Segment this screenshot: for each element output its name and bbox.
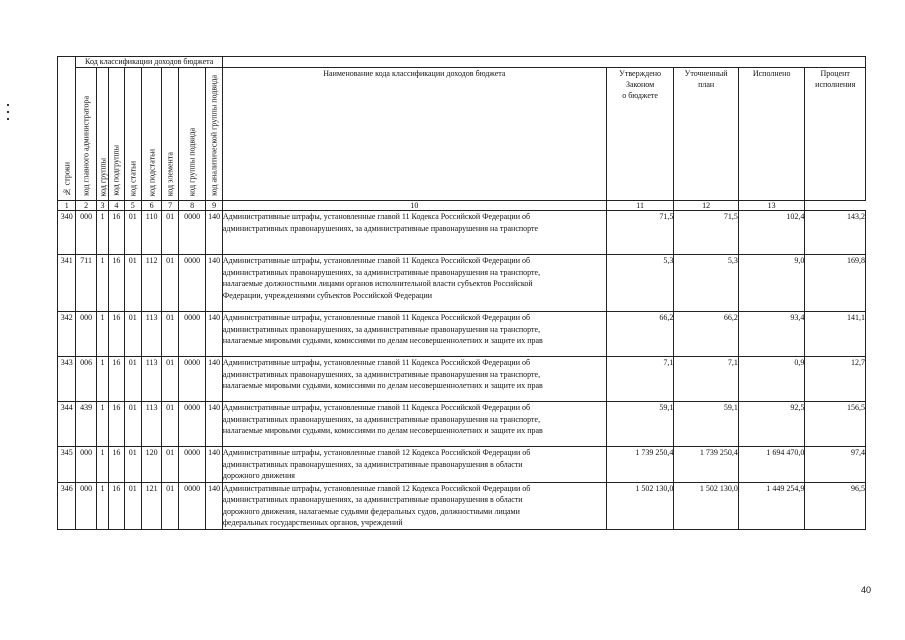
- code-cell: 16: [109, 357, 124, 402]
- revenue-name-line: федеральных государственных органов, учреждений: [222, 518, 403, 527]
- header-executed: Исполнено: [738, 68, 805, 201]
- code-cell: 110: [141, 211, 161, 255]
- approved-value: 59,1: [606, 402, 674, 447]
- code-cell: 0000: [178, 255, 206, 312]
- percent-value: 156,5: [805, 402, 866, 447]
- header-code-group-title: Код классификации доходов бюджета: [76, 57, 222, 68]
- page-edge-mark: [7, 104, 9, 122]
- revenue-name-line: налагаемые мировыми судьями, комиссиями по делам несовершеннолетних и защите их прав: [222, 426, 543, 435]
- revenue-name: [222, 357, 606, 402]
- revenue-name: [222, 312, 606, 357]
- revenue-name-line: Административные штрафы, установленные главой 11 Кодекса Российской Федерации об: [222, 212, 531, 221]
- revenue-name-line: Административные штрафы, установленные главой 11 Кодекса Российской Федерации об: [222, 313, 531, 322]
- header-code-cell: [141, 68, 161, 201]
- column-number: 3: [96, 201, 108, 211]
- revenue-name: [222, 255, 606, 312]
- code-cell: 01: [162, 482, 178, 529]
- table-row: [58, 357, 866, 402]
- code-cell: 0000: [178, 447, 206, 483]
- header-approved-line: Утверждено: [619, 69, 662, 78]
- table-row: [58, 312, 866, 357]
- code-cell: 140: [206, 447, 222, 483]
- header-code-group: код группы: [98, 157, 108, 196]
- revenue-name-line: дорожного движения, налагаемые судьями федеральных судов, должностными лицами: [222, 506, 520, 516]
- column-number: 13: [738, 201, 805, 211]
- code-cell: 16: [109, 482, 124, 529]
- revenue-name-line: Административные штрафы, установленные главой 12 Кодекса Российской Федерации об: [222, 448, 531, 457]
- code-cell: 000: [76, 482, 96, 529]
- header-percent-line: Процент: [820, 69, 850, 78]
- revenue-name-line: административных правонарушениях, за административные правонарушения в области: [222, 495, 523, 504]
- revenue-name-line: Административные штрафы, установленные главой 11 Кодекса Российской Федерации об: [222, 403, 531, 412]
- code-cell: 16: [109, 211, 124, 255]
- executed-value: 9,0: [738, 255, 805, 312]
- header-row-no: № строки: [62, 161, 72, 196]
- header-code-cell: [109, 68, 124, 201]
- code-cell: 120: [141, 447, 161, 483]
- table-row: [58, 482, 866, 529]
- header-approved-line: о бюджете: [622, 91, 658, 100]
- executed-value: 93,4: [738, 312, 805, 357]
- code-cell: 140: [206, 255, 222, 312]
- revenue-name-line: административных правонарушениях, за административные правонарушения на транспорте,: [222, 267, 541, 277]
- column-number: 11: [606, 201, 674, 211]
- code-cell: 01: [162, 255, 178, 312]
- revenue-name: [222, 482, 606, 529]
- refined-value: 66,2: [674, 312, 739, 357]
- code-cell: 1: [96, 402, 108, 447]
- code-cell: 01: [162, 312, 178, 357]
- percent-value: 143,2: [805, 211, 866, 255]
- header-approved: [606, 68, 674, 201]
- approved-value: 66,2: [606, 312, 674, 357]
- header-row-no-cell: [58, 57, 76, 201]
- row-number: 342: [58, 312, 76, 357]
- code-cell: 0000: [178, 211, 206, 255]
- header-percent-line: исполнения: [815, 80, 856, 89]
- code-cell: 121: [141, 482, 161, 529]
- code-cell: 140: [206, 357, 222, 402]
- column-number: 1: [58, 201, 76, 211]
- executed-value: 92,5: [738, 402, 805, 447]
- refined-value: 1 739 250,4: [674, 447, 739, 483]
- code-cell: 711: [76, 255, 96, 312]
- executed-value: 1 694 470,0: [738, 447, 805, 483]
- code-cell: 01: [124, 482, 141, 529]
- column-number: 7: [162, 201, 178, 211]
- column-number: 5: [124, 201, 141, 211]
- approved-value: 5,3: [606, 255, 674, 312]
- code-cell: 16: [109, 447, 124, 483]
- code-cell: 1: [96, 255, 108, 312]
- header-row-group: [58, 57, 866, 68]
- percent-value: 96,5: [805, 482, 866, 529]
- row-number: 343: [58, 357, 76, 402]
- table-row: [58, 211, 866, 255]
- revenue-name-line: дорожного движения: [222, 471, 295, 480]
- revenue-name-line: административных правонарушениях, за административные правонарушения в области: [222, 459, 523, 469]
- revenue-name: [222, 211, 606, 255]
- row-number: 344: [58, 402, 76, 447]
- header-blank: [222, 57, 865, 68]
- header-code-analytic-group: код аналитической группы подвида: [209, 75, 219, 196]
- code-cell: 01: [162, 357, 178, 402]
- code-cell: 112: [141, 255, 161, 312]
- refined-value: 1 502 130,0: [674, 482, 739, 529]
- header-code-element: код элемента: [165, 151, 175, 196]
- code-cell: 0000: [178, 357, 206, 402]
- code-cell: 16: [109, 402, 124, 447]
- percent-value: 141,1: [805, 312, 866, 357]
- table-row: [58, 402, 866, 447]
- header-code-subarticle: код подстатьи: [147, 148, 157, 196]
- code-cell: 000: [76, 447, 96, 483]
- header-code-admin: код главного администратора: [81, 96, 91, 196]
- header-code-cell: [178, 68, 206, 201]
- code-cell: 01: [162, 402, 178, 447]
- code-cell: 01: [124, 211, 141, 255]
- revenue-name: [222, 402, 606, 447]
- table-row: [58, 447, 866, 483]
- header-code-cell: [96, 68, 108, 201]
- code-cell: 006: [76, 357, 96, 402]
- code-cell: 439: [76, 402, 96, 447]
- column-number: 2: [76, 201, 96, 211]
- code-cell: 140: [206, 482, 222, 529]
- header-refined-line: Уточненный: [684, 69, 728, 78]
- code-cell: 113: [141, 402, 161, 447]
- code-cell: 140: [206, 402, 222, 447]
- revenue-name-line: налагаемые мировыми судьями, комиссиями по делам несовершеннолетних и защите их прав: [222, 336, 543, 345]
- row-number: 340: [58, 211, 76, 255]
- revenue-name: [222, 447, 606, 483]
- revenue-name-line: налагаемые должностными лицами органов исполнительной власти субъектов Российской: [222, 279, 533, 288]
- executed-value: 102,4: [738, 211, 805, 255]
- code-cell: 01: [124, 447, 141, 483]
- revenue-name-line: Федерации, учреждениями субъектов Российской Федерации: [222, 290, 433, 300]
- code-cell: 16: [109, 255, 124, 312]
- header-approved-line: Законом: [625, 80, 655, 89]
- approved-value: 7,1: [606, 357, 674, 402]
- refined-value: 71,5: [674, 211, 739, 255]
- code-cell: 01: [162, 447, 178, 483]
- column-number: 12: [674, 201, 739, 211]
- row-number: 345: [58, 447, 76, 483]
- refined-value: 5,3: [674, 255, 739, 312]
- column-number: 8: [178, 201, 206, 211]
- refined-value: 59,1: [674, 402, 739, 447]
- code-cell: 01: [124, 357, 141, 402]
- header-code-cell: [206, 68, 222, 201]
- code-cell: 1: [96, 482, 108, 529]
- code-cell: 1: [96, 447, 108, 483]
- header-name: Наименование кода классификации доходов бюджета: [222, 68, 606, 201]
- revenue-name-line: Административные штрафы, установленные главой 11 Кодекса Российской Федерации об: [222, 256, 531, 265]
- code-cell: 01: [124, 402, 141, 447]
- header-refined-line: план: [698, 80, 715, 89]
- header-refined: [674, 68, 739, 201]
- row-number: 346: [58, 482, 76, 529]
- revenue-name-line: административных правонарушениях, за административные правонарушения на транспорте,: [222, 414, 541, 424]
- row-number: 341: [58, 255, 76, 312]
- code-cell: 16: [109, 312, 124, 357]
- approved-value: 71,5: [606, 211, 674, 255]
- page-number: 40: [861, 585, 872, 595]
- percent-value: 97,4: [805, 447, 866, 483]
- column-number: 6: [141, 201, 161, 211]
- code-cell: 113: [141, 312, 161, 357]
- revenue-name-line: налагаемые мировыми судьями, комиссиями по делам несовершеннолетних и защите их прав: [222, 381, 543, 390]
- code-cell: 01: [124, 255, 141, 312]
- code-cell: 01: [124, 312, 141, 357]
- revenue-name-line: Административные штрафы, установленные главой 11 Кодекса Российской Федерации об: [222, 358, 531, 367]
- approved-value: 1 739 250,4: [606, 447, 674, 483]
- revenue-name-line: административных правонарушениях, за административные правонарушения на транспорте: [222, 223, 539, 233]
- header-code-cell: [124, 68, 141, 201]
- percent-value: 12,7: [805, 357, 866, 402]
- header-code-cell: [162, 68, 178, 201]
- table-row: [58, 255, 866, 312]
- column-number-row: [58, 201, 866, 211]
- executed-value: 1 449 254,9: [738, 482, 805, 529]
- executed-value: 0,9: [738, 357, 805, 402]
- header-code-subtype-group: код группы подвида: [187, 127, 197, 196]
- budget-revenue-table: [57, 56, 866, 530]
- code-cell: 113: [141, 357, 161, 402]
- code-cell: 140: [206, 312, 222, 357]
- percent-value: 169,8: [805, 255, 866, 312]
- code-cell: 01: [162, 211, 178, 255]
- code-cell: 140: [206, 211, 222, 255]
- revenue-name-line: административных правонарушениях, за административные правонарушения на транспорте,: [222, 324, 541, 334]
- code-cell: 000: [76, 312, 96, 357]
- code-cell: 1: [96, 211, 108, 255]
- code-cell: 000: [76, 211, 96, 255]
- code-cell: 0000: [178, 482, 206, 529]
- refined-value: 7,1: [674, 357, 739, 402]
- code-cell: 0000: [178, 402, 206, 447]
- code-cell: 0000: [178, 312, 206, 357]
- header-percent: [805, 68, 866, 201]
- revenue-name-line: административных правонарушениях, за административные правонарушения на транспорте,: [222, 369, 541, 379]
- code-cell: 1: [96, 312, 108, 357]
- header-row-columns: [58, 68, 866, 201]
- header-code-article: код статьи: [128, 160, 138, 196]
- column-number: 4: [109, 201, 124, 211]
- code-cell: 1: [96, 357, 108, 402]
- column-number: 9: [206, 201, 222, 211]
- header-code-cell: [76, 68, 96, 201]
- column-number: 10: [222, 201, 606, 211]
- header-code-subgroup: код подгруппы: [111, 145, 121, 196]
- approved-value: 1 502 130,0: [606, 482, 674, 529]
- revenue-name-line: Административные штрафы, установленные главой 12 Кодекса Российской Федерации об: [222, 483, 531, 493]
